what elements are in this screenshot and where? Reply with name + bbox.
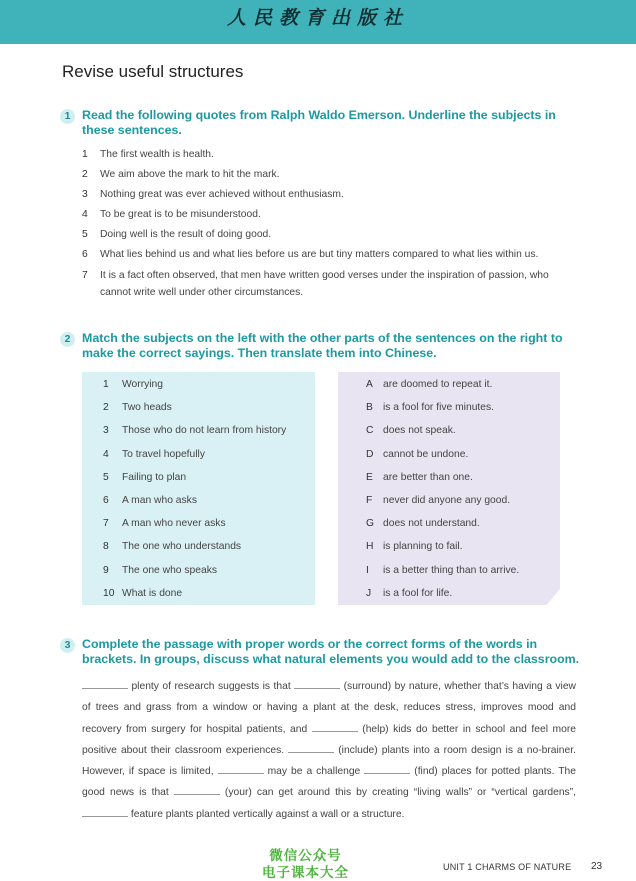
answer-blank xyxy=(174,785,220,795)
predicate-text: does not speak. xyxy=(383,425,456,437)
subject-item xyxy=(103,559,217,582)
item-letter: H xyxy=(366,541,374,553)
item-letter: B xyxy=(366,402,373,414)
item-number: 4 xyxy=(103,448,109,460)
item-number: 1 xyxy=(103,379,109,390)
item-number: 7 xyxy=(103,518,109,530)
subject-text: A man who asks xyxy=(122,495,197,506)
subject-text: The one who understands xyxy=(122,541,242,553)
predicate-text: are better than one. xyxy=(383,471,473,483)
item-number: 7 xyxy=(82,269,88,281)
predicate-item xyxy=(366,582,452,605)
subject-text: A man who never asks xyxy=(122,518,226,530)
quote-item xyxy=(82,206,578,224)
passage-text: (your) can get around this by creating “living walls” or “vertical gardens”, xyxy=(219,787,576,799)
quote-item xyxy=(82,267,578,303)
unit-label: UNIT 1 CHARMS OF NATURE xyxy=(443,862,572,872)
exercise-number-badge: 2 xyxy=(60,332,75,347)
subject-text: Worrying xyxy=(122,379,164,390)
item-letter: J xyxy=(366,587,372,599)
item-letter: E xyxy=(366,471,373,483)
item-letter: F xyxy=(366,495,373,506)
predicate-item xyxy=(366,512,480,535)
quote-item xyxy=(82,246,578,264)
predicate-text: cannot be undone. xyxy=(383,448,469,460)
answer-blank xyxy=(218,764,264,774)
item-letter: I xyxy=(366,564,369,576)
subject-text: The one who speaks xyxy=(122,564,218,576)
exercise-number-badge: 3 xyxy=(60,638,75,653)
predicate-text: does not understand. xyxy=(383,518,480,530)
answer-blank xyxy=(82,679,128,689)
passage-text: (include) plants into a room design is a no-brainer. However, if space is limited, xyxy=(82,744,576,778)
predicate-item xyxy=(366,443,468,466)
predicate-text: is a fool for five minutes. xyxy=(383,402,495,414)
page-number: 23 xyxy=(591,861,603,872)
item-number: 1 xyxy=(82,149,88,160)
item-letter: G xyxy=(366,518,375,530)
wechat-watermark xyxy=(262,848,349,881)
quote-text: Nothing great was ever achieved without enthusiasm. xyxy=(100,189,344,201)
answer-blank xyxy=(288,743,334,753)
item-number: 5 xyxy=(82,229,88,241)
item-number: 6 xyxy=(103,495,109,506)
subject-text: Two heads xyxy=(122,402,172,414)
watermark-line-1: 微信公众号 xyxy=(269,848,342,864)
exercise-number-badge: 1 xyxy=(60,109,75,124)
answer-blank xyxy=(312,722,358,732)
quote-text: What lies behind us and what lies before us are but tiny matters compared to what lies within us. xyxy=(100,249,539,261)
watermark-line-2: 电子课本大全 xyxy=(262,865,349,881)
quote-item xyxy=(82,146,578,164)
passage-text: feature plants planted vertically against a wall or a structure. xyxy=(128,808,405,820)
passage-text: (find) places for potted plants. The good news is that xyxy=(82,766,576,799)
exercise-instruction: Read the following quotes from Ralph Waldo Emerson. Underline the subjects in these sentences. xyxy=(82,108,556,137)
exercise-instruction: Match the subjects on the left with the other parts of the sentences on the right to make the correct sayings. Then translate them into Chinese. xyxy=(82,331,563,360)
answer-blank xyxy=(82,807,128,817)
item-number: 2 xyxy=(82,169,88,181)
item-letter: D xyxy=(366,448,374,460)
item-letter: A xyxy=(366,379,373,390)
item-number: 2 xyxy=(103,402,109,414)
item-number: 10 xyxy=(103,587,115,599)
subject-item xyxy=(103,535,241,558)
quote-item xyxy=(82,226,578,244)
subject-item xyxy=(103,512,226,535)
subject-text: What is done xyxy=(122,587,183,599)
passage-text: plenty of research suggests is that xyxy=(128,681,295,692)
subject-item xyxy=(103,582,182,605)
predicate-item xyxy=(366,419,456,442)
quote-item xyxy=(82,186,578,204)
subject-text: To travel hopefully xyxy=(122,448,205,460)
passage-text: may be a challenge xyxy=(263,766,365,778)
predicate-item xyxy=(366,396,494,419)
item-number: 3 xyxy=(82,189,88,201)
answer-blank xyxy=(364,764,410,774)
header-band xyxy=(0,0,636,44)
page-title: Revise useful structures xyxy=(62,62,244,81)
subject-text: Failing to plan xyxy=(122,471,187,483)
subject-item xyxy=(103,443,205,466)
passage-text: (surround) by nature, whether that’s having a view of trees and grass from a window or having a plant at the desk, reduces stress, improves mood and recovery from surgery for hospital patients, and xyxy=(82,681,576,735)
answer-blank xyxy=(294,679,340,689)
subject-item xyxy=(103,489,197,512)
item-number: 4 xyxy=(82,209,88,221)
item-number: 8 xyxy=(103,541,109,553)
subject-text: Those who do not learn from history xyxy=(122,425,287,437)
quote-text: To be great is to be misunderstood. xyxy=(100,209,261,221)
quote-text: Doing well is the result of doing good. xyxy=(100,229,272,241)
quote-text: The first wealth is health. xyxy=(100,149,214,160)
quote-item xyxy=(82,166,578,184)
predicate-text: is a better thing than to arrive. xyxy=(383,564,520,576)
item-number: 9 xyxy=(103,564,109,576)
publisher-logo-text: 人民教育出版社 xyxy=(226,7,409,29)
item-number: 6 xyxy=(82,249,88,261)
quote-text: We aim above the mark to hit the mark. xyxy=(100,169,280,181)
subject-item xyxy=(103,396,172,419)
quote-list xyxy=(82,146,578,304)
subject-item xyxy=(103,419,286,442)
predicate-item xyxy=(366,373,492,396)
predicate-text: never did anyone any good. xyxy=(383,495,511,506)
subject-item xyxy=(103,466,186,489)
cloze-passage xyxy=(82,676,576,825)
quote-text: It is a fact often observed, that men have written good verses under the inspiration of passion, who cannot write well under other circumstances. xyxy=(100,269,549,299)
item-letter: C xyxy=(366,425,374,437)
subject-item xyxy=(103,373,163,396)
predicate-item xyxy=(366,489,510,512)
item-number: 5 xyxy=(103,471,109,483)
item-number: 3 xyxy=(103,425,109,437)
predicate-text: are doomed to repeat it. xyxy=(383,379,493,390)
predicate-item xyxy=(366,466,473,489)
predicate-text: is planning to fail. xyxy=(383,541,463,553)
predicate-item xyxy=(366,559,519,582)
passage-text: (help) kids do better in school and feel more positive about their classroom experiences. xyxy=(82,723,576,756)
predicate-item xyxy=(366,535,463,558)
exercise-instruction: Complete the passage with proper words or the correct forms of the words in brackets. In groups, discuss what natural elements you would add to the classroom. xyxy=(82,637,580,666)
predicate-text: is a fool for life. xyxy=(383,587,453,599)
